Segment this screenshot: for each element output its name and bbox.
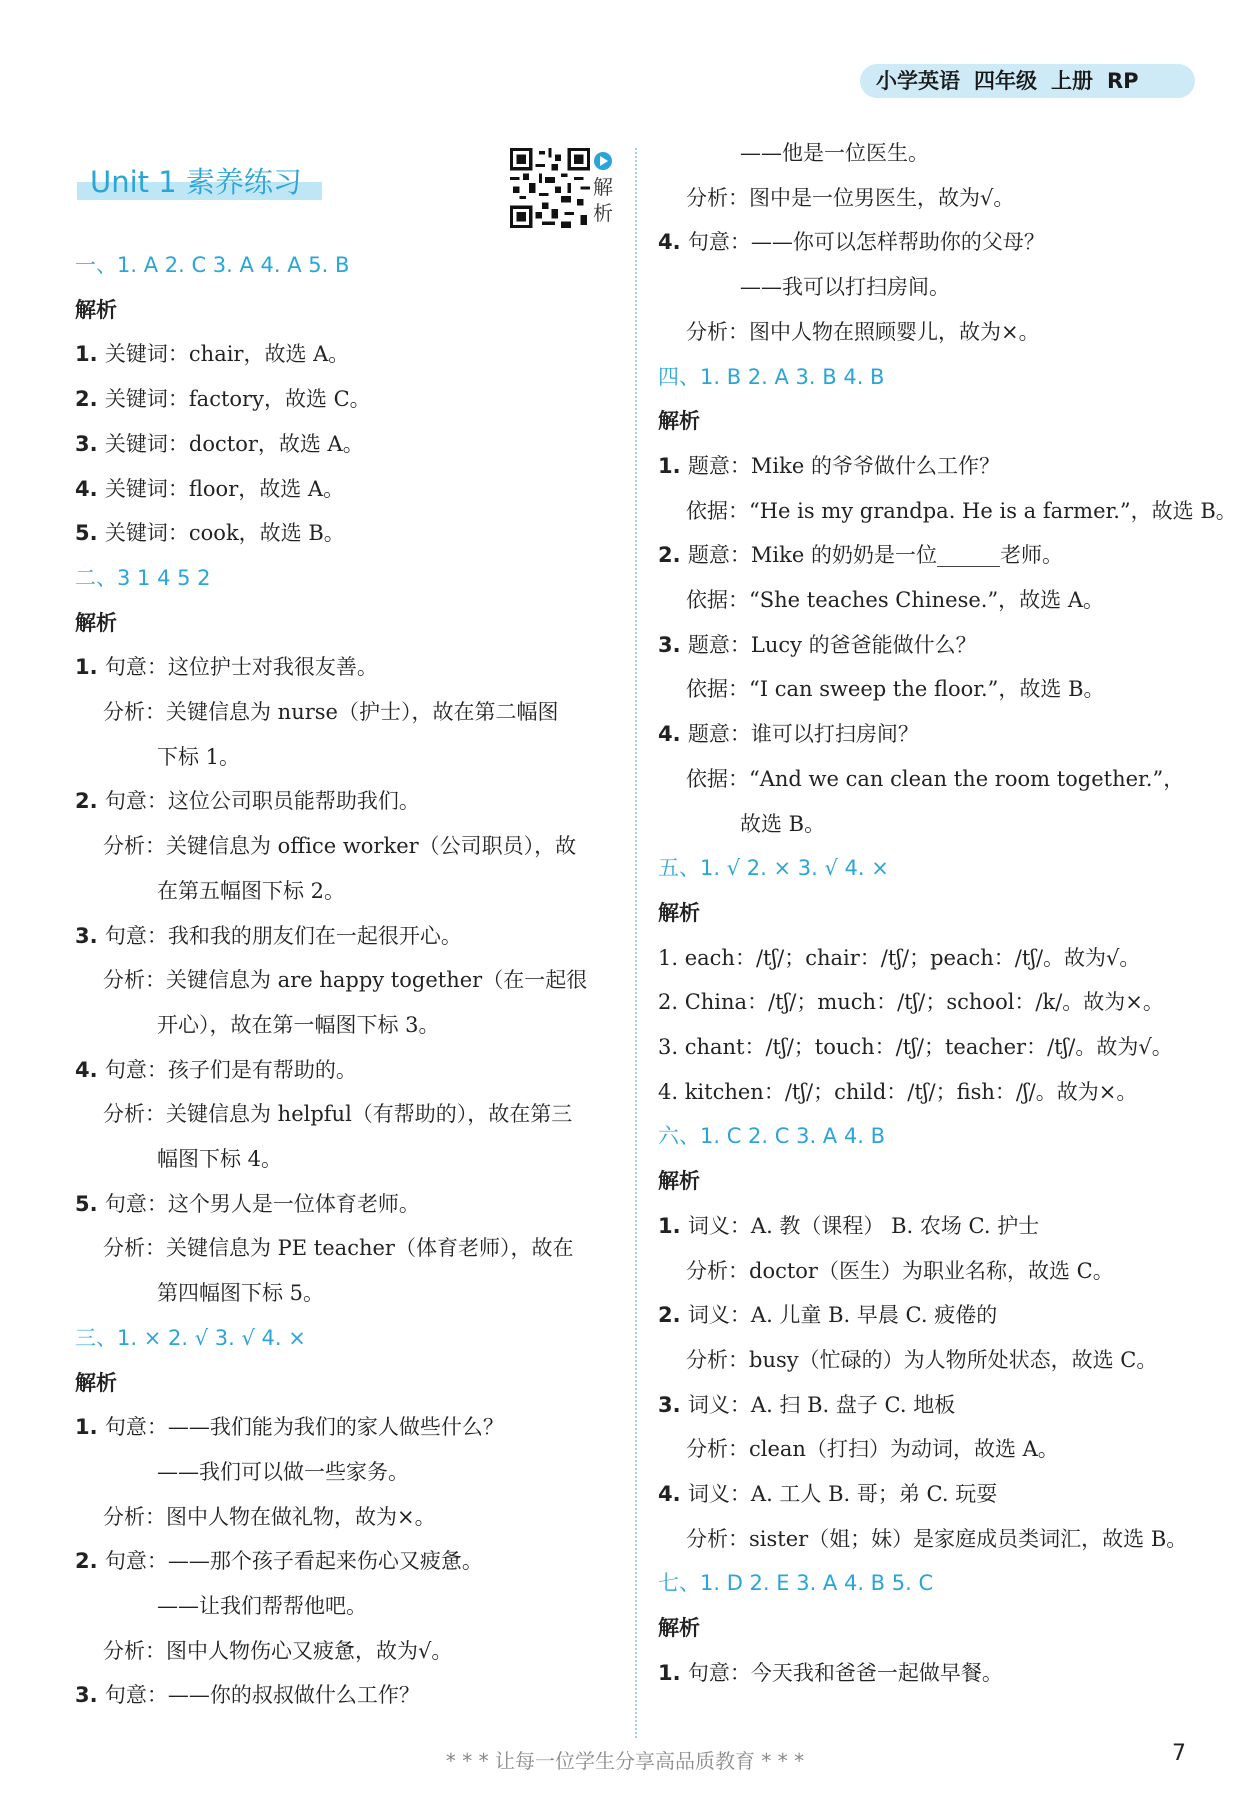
item-number: 1. (658, 453, 688, 478)
unit-title: Unit 1 素养练习 (90, 165, 302, 199)
unit-title-block (75, 160, 325, 204)
analysis-label: 解析 (658, 409, 700, 434)
item-number: 5. (75, 1191, 105, 1216)
analysis-item (658, 719, 919, 749)
analysis-item (75, 921, 462, 951)
analysis-line: 依据：“I can sweep the floor.”，故选 B。 (686, 677, 1105, 702)
column-divider (635, 148, 637, 1738)
item-number: 2. (658, 1303, 688, 1328)
header-subject: 小学英语 (876, 69, 960, 93)
analysis-line: ——让我们帮帮他吧。 (157, 1594, 367, 1618)
item-number: 4. (658, 1482, 688, 1506)
analysis-line: 分析：图中人物在做礼物，故为×。 (103, 1504, 436, 1529)
item-number: 1. (658, 1213, 688, 1238)
analysis-item (658, 1658, 1003, 1688)
item-text: 关键词：doctor，故选 A。 (104, 431, 364, 456)
section-answer-heading: 四、1. B 2. A 3. B 4. B (658, 364, 885, 389)
item-text: 词义：A. 工人 B. 哥；弟 C. 玩耍 (687, 1482, 998, 1506)
qr-code-icon[interactable] (510, 148, 590, 228)
analysis-line: 开心），故在第一幅图下标 3。 (157, 1012, 440, 1037)
page-number: 7 (1172, 1741, 1186, 1766)
footer-slogan: * * * 让每一位学生分享高品质教育 * * * (445, 1749, 805, 1773)
section-answer-heading: 三、1. × 2. √ 3. √ 4. × (75, 1325, 306, 1350)
analysis-line: 分析：关键信息为 nurse（护士），故在第二幅图 (103, 700, 559, 724)
analysis-item (75, 518, 345, 548)
analysis-item (658, 1390, 955, 1420)
header-volume: 上册 (1051, 69, 1093, 93)
item-number: 3. (75, 431, 105, 456)
item-text: 关键词：chair，故选 A。 (104, 342, 350, 367)
book-header-badge (860, 64, 1195, 98)
analysis-item (75, 1680, 420, 1710)
item-text: 句意：这位护士对我很友善。 (104, 655, 378, 680)
analysis-line: 在第五幅图下标 2。 (157, 878, 346, 903)
analysis-line: 1. each：/tʃ/；chair：/tʃ/；peach：/tʃ/。故为√。 (658, 945, 1141, 970)
item-text: 句意：这位公司职员能帮助我们。 (104, 789, 420, 814)
analysis-line: 分析：图中人物在照顾婴儿，故为×。 (686, 319, 1040, 344)
analysis-line: 依据：“He is my grandpa. He is a farmer.”，故选 B。 (686, 498, 1237, 523)
analysis-line: 幅图下标 4。 (157, 1147, 283, 1171)
analysis-item (75, 339, 349, 369)
analysis-line: 分析：关键信息为 PE teacher（体育老师），故在 (103, 1236, 574, 1261)
analysis-line: 下标 1。 (157, 744, 241, 769)
item-text: 题意：Mike 的奶奶是一位______老师。 (687, 543, 1063, 568)
analysis-item (658, 227, 1045, 257)
analysis-line: 分析：关键信息为 office worker（公司职员），故 (103, 834, 577, 859)
item-text: 句意：这个男人是一位体育老师。 (104, 1191, 420, 1216)
item-number: 5. (75, 521, 105, 546)
item-number: 2. (75, 387, 105, 412)
analysis-item (658, 1211, 1039, 1241)
section-answer-heading: 六、1. C 2. C 3. A 4. B (658, 1124, 885, 1149)
item-text: 题意：Lucy 的爸爸能做什么？ (687, 632, 977, 657)
analysis-item (75, 474, 344, 504)
item-number: 3. (658, 632, 688, 657)
item-number: 4. (75, 476, 105, 501)
analysis-line: 分析：关键信息为 helpful（有帮助的），故在第三 (103, 1102, 573, 1127)
item-text: 句意：我和我的朋友们在一起很开心。 (104, 923, 462, 948)
analysis-item (75, 384, 371, 414)
section-answer-heading: 一、1. A 2. C 3. A 4. A 5. B (75, 253, 350, 277)
analysis-line: 依据：“She teaches Chinese.”，故选 A。 (686, 588, 1105, 612)
analysis-item (658, 1479, 997, 1509)
section-answer-heading: 七、1. D 2. E 3. A 4. B 5. C (658, 1571, 934, 1596)
section-answer-heading: 五、1. √ 2. × 3. √ 4. × (658, 856, 889, 881)
item-number: 1. (658, 1660, 688, 1685)
analysis-line: 分析：doctor（医生）为职业名称，故选 C。 (686, 1258, 1114, 1283)
item-number: 2. (75, 789, 105, 814)
analysis-item (658, 1300, 997, 1330)
analysis-line: ——我们可以做一些家务。 (157, 1459, 409, 1484)
analysis-line: 第四幅图下标 5。 (157, 1281, 325, 1306)
analysis-item (75, 786, 420, 816)
analysis-item (658, 630, 977, 660)
analysis-line: 分析：图中是一位男医生，故为√。 (686, 185, 1015, 210)
analysis-line: 分析：busy（忙碌的）为人物所处状态，故选 C。 (686, 1347, 1158, 1372)
item-text: 词义：A. 教（课程） B. 农场 C. 护士 (687, 1213, 1040, 1238)
analysis-label: 解析 (75, 610, 117, 635)
header-edition: RP (1107, 69, 1139, 93)
qr-label: 解析 (593, 175, 613, 225)
item-number: 3. (658, 1392, 688, 1417)
item-number: 3. (75, 923, 105, 948)
analysis-item (75, 429, 364, 459)
item-text: 题意：Mike 的爷爷做什么工作？ (687, 453, 1000, 478)
header-grade: 四年级 (974, 69, 1037, 93)
analysis-label: 解析 (658, 1169, 700, 1194)
analysis-line: 3. chant：/tʃ/；touch：/tʃ/；teacher：/tʃ/。故为√。 (658, 1035, 1173, 1059)
section-answer-heading: 二、3 1 4 5 2 (75, 565, 211, 590)
analysis-item (75, 1546, 483, 1576)
item-number: 1. (75, 1415, 105, 1440)
analysis-line: 分析：sister（姐；妹）是家庭成员类词汇，故选 B。 (686, 1526, 1188, 1551)
play-icon[interactable] (594, 152, 612, 170)
analysis-item (75, 1055, 357, 1085)
item-number: 3. (75, 1683, 105, 1708)
analysis-line: 分析：关键信息为 are happy together（在一起很 (103, 968, 588, 993)
analysis-label: 解析 (658, 1616, 700, 1641)
item-number: 4. (658, 230, 688, 255)
item-text: 词义：A. 儿童 B. 早晨 C. 疲倦的 (687, 1303, 998, 1328)
item-text: 关键词：factory，故选 C。 (104, 387, 371, 412)
analysis-line: 故选 B。 (740, 811, 826, 836)
analysis-line: ——我可以打扫房间。 (740, 275, 950, 300)
item-number: 4. (75, 1057, 105, 1082)
item-number: 4. (658, 722, 688, 747)
analysis-item (658, 451, 1000, 481)
analysis-line: 分析：clean（打扫）为动词，故选 A。 (686, 1437, 1059, 1462)
item-text: 句意：——你可以怎样帮助你的父母？ (687, 230, 1045, 255)
analysis-line: 4. kitchen：/tʃ/；child：/tʃ/；fish：/ʃ/。故为×。 (658, 1079, 1138, 1104)
item-number: 1. (75, 655, 105, 680)
analysis-label: 解析 (75, 297, 117, 322)
item-text: 词义：A. 扫 B. 盘子 C. 地板 (687, 1392, 956, 1417)
analysis-line: ——他是一位医生。 (740, 141, 929, 165)
item-number: 2. (75, 1549, 105, 1574)
analysis-item (75, 652, 378, 682)
item-text: 句意：——你的叔叔做什么工作？ (104, 1683, 420, 1708)
analysis-label: 解析 (75, 1370, 117, 1395)
item-text: 句意：今天我和爸爸一起做早餐。 (687, 1660, 1003, 1685)
item-text: 句意：——那个孩子看起来伤心又疲惫。 (104, 1549, 483, 1574)
item-text: 句意：孩子们是有帮助的。 (104, 1057, 357, 1082)
analysis-line: 分析：图中人物伤心又疲惫，故为√。 (103, 1638, 453, 1663)
analysis-item (658, 540, 1063, 570)
item-text: 句意：——我们能为我们的家人做些什么？ (104, 1415, 504, 1440)
item-text: 关键词：cook，故选 B。 (104, 521, 345, 546)
item-number: 2. (658, 543, 688, 568)
analysis-label: 解析 (658, 900, 700, 925)
item-text: 题意：谁可以打扫房间？ (687, 722, 919, 747)
item-number: 1. (75, 342, 105, 367)
analysis-item (75, 1412, 504, 1442)
analysis-item (75, 1189, 420, 1219)
analysis-line: 2. China：/tʃ/；much：/tʃ/；school：/k/。故为×。 (658, 990, 1164, 1015)
item-text: 关键词：floor，故选 A。 (104, 476, 345, 501)
analysis-line: 依据：“And we can clean the room together.”， (686, 766, 1185, 791)
